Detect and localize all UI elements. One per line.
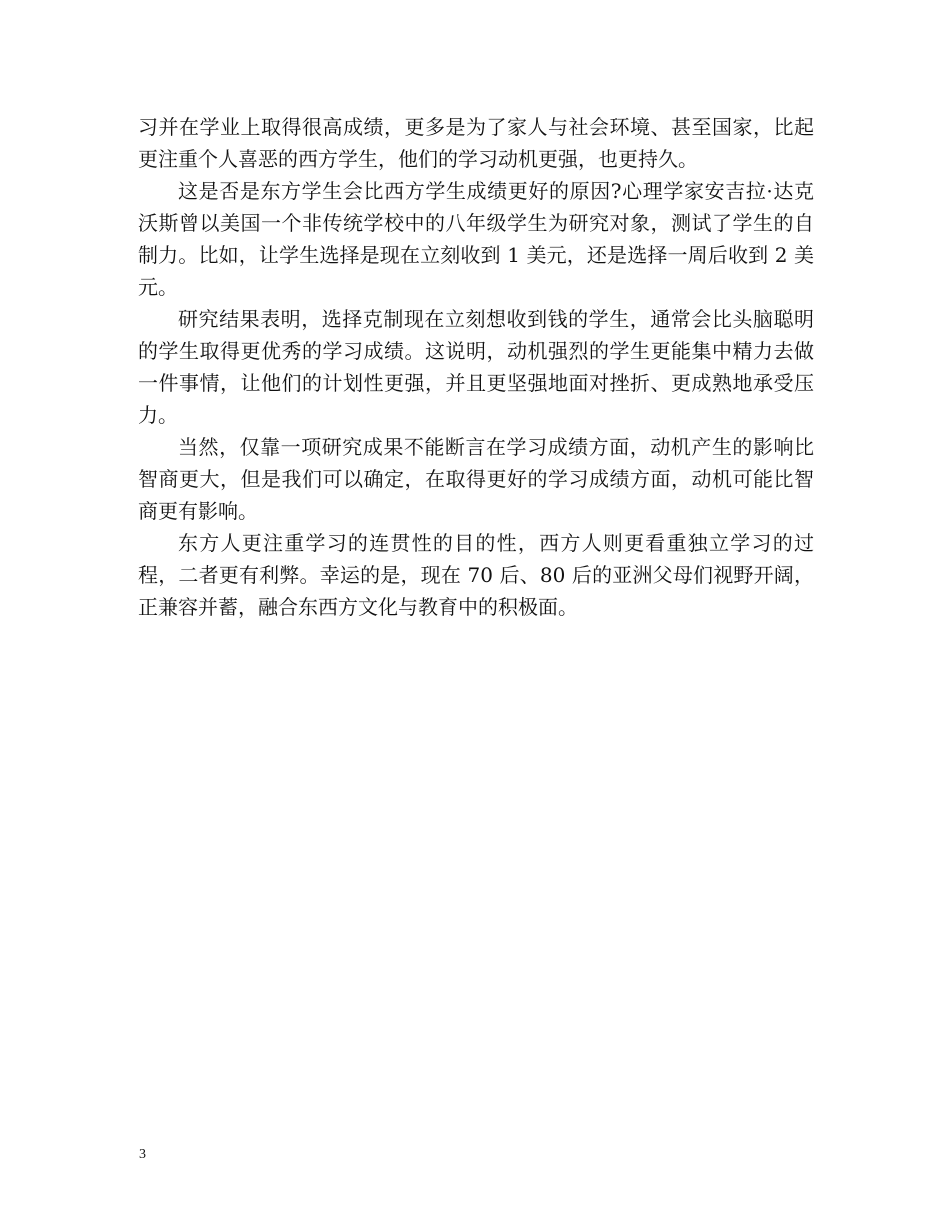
paragraph-study-results: 研究结果表明，选择克制现在立刻想收到钱的学生，通常会比头脑聪明的学生取得更优秀的学习成绩。这说明，动机强烈的学生更能集中精力去做一件事情，让他们的计划性更强，并且更坚强地面对挫折、更成熟地承受压力。	[138, 307, 814, 427]
paragraph-self-control-study: 这是否是东方学生会比西方学生成绩更好的原因?心理学家安吉拉·达克沃斯曾以美国一个非传统学校中的八年级学生为研究对象，测试了学生的自制力。比如，让学生选择是现在立刻收到 1 美元，还是选择一周后收到 2 美元。	[138, 179, 814, 299]
page-number: 3	[139, 1147, 146, 1162]
paragraph-continuation: 习并在学业上取得很高成绩，更多是为了家人与社会环境、甚至国家，比起更注重个人喜恶的西方学生，他们的学习动机更强，也更持久。	[138, 115, 814, 171]
paragraph-east-west-comparison: 东方人更注重学习的连贯性的目的性，西方人则更看重独立学习的过程，二者更有利弊。幸运的是，现在 70 后、80 后的亚洲父母们视野开阔，正兼容并蓄，融合东西方文化与教育中的积极面。	[138, 531, 814, 619]
paragraph-motivation-vs-iq: 当然，仅靠一项研究成果不能断言在学习成绩方面，动机产生的影响比智商更大，但是我们可以确定，在取得更好的学习成绩方面，动机可能比智商更有影响。	[138, 435, 814, 523]
body-text	[138, 111, 814, 623]
